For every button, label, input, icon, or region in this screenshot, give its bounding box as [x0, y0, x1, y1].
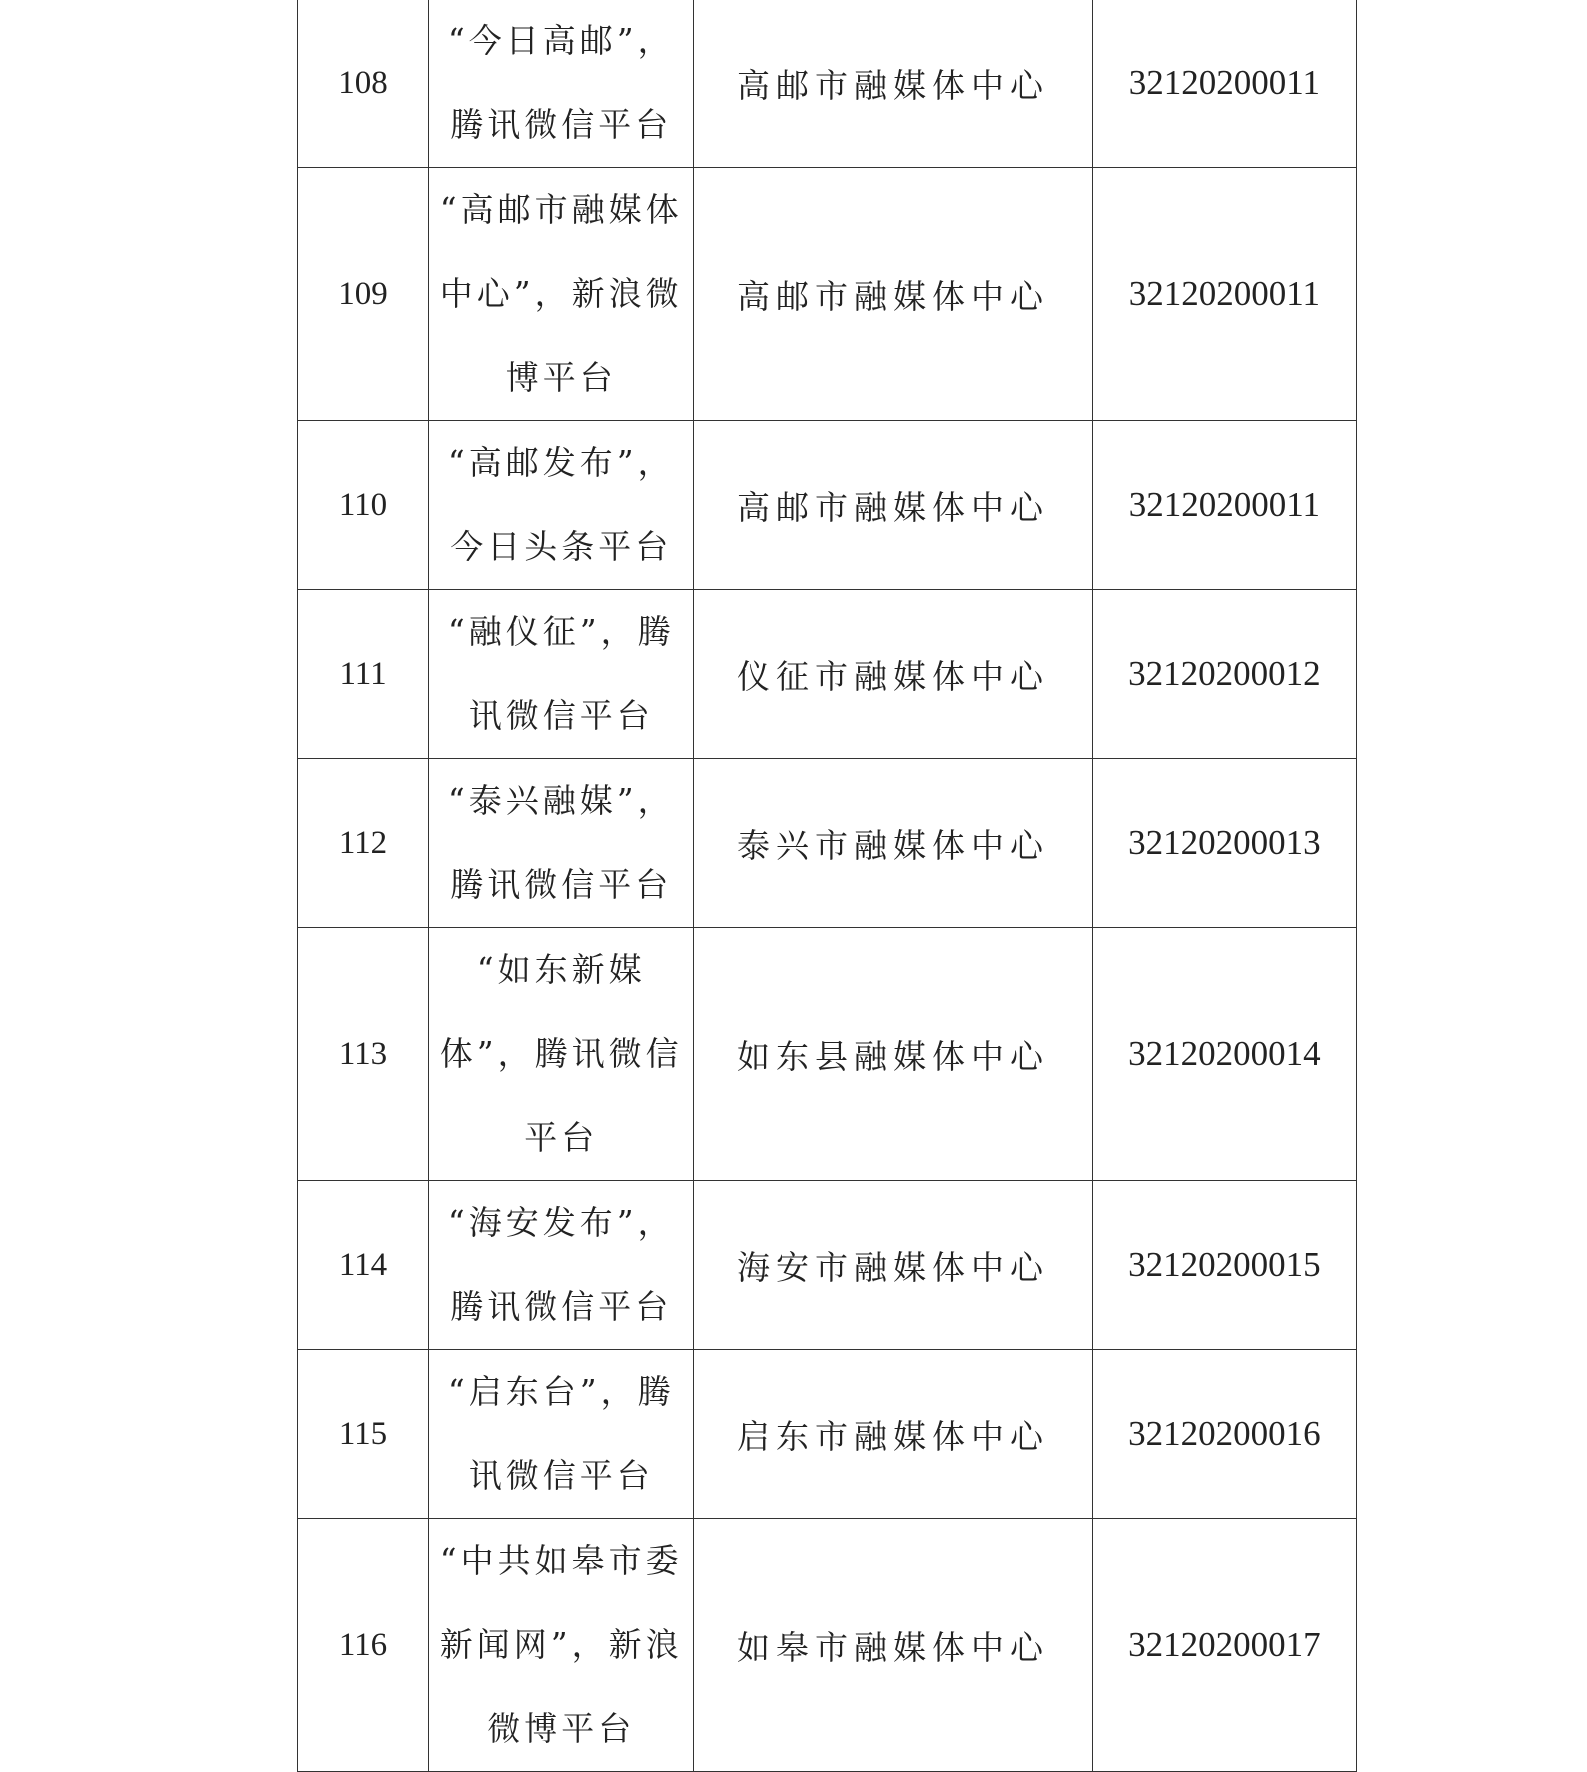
- organization-code: 32120200013: [1092, 759, 1356, 928]
- organization-name: 启东市融媒体中心: [694, 1350, 1092, 1519]
- table-row: [298, 1519, 1357, 1772]
- row-number: 109: [298, 168, 429, 421]
- table-row: [298, 928, 1357, 1181]
- table-row: [298, 759, 1357, 928]
- organization-name: 高邮市融媒体中心: [694, 168, 1092, 421]
- table-row: [298, 590, 1357, 759]
- organization-code: 32120200016: [1092, 1350, 1356, 1519]
- organization-name: 高邮市融媒体中心: [694, 421, 1092, 590]
- organization-code: 32120200014: [1092, 928, 1356, 1181]
- platform-name: “高邮发布”，今日头条平台: [429, 421, 694, 590]
- platform-name: “启东台”，腾讯微信平台: [429, 1350, 694, 1519]
- organization-name: 海安市融媒体中心: [694, 1181, 1092, 1350]
- table-row: [298, 1350, 1357, 1519]
- row-number: 111: [298, 590, 429, 759]
- row-number: 115: [298, 1350, 429, 1519]
- organization-name: 仪征市融媒体中心: [694, 590, 1092, 759]
- row-number: 110: [298, 421, 429, 590]
- organization-code: 32120200017: [1092, 1519, 1356, 1772]
- row-number: 113: [298, 928, 429, 1181]
- organization-code: 32120200011: [1092, 421, 1356, 590]
- row-number: 112: [298, 759, 429, 928]
- table-row: [298, 0, 1357, 168]
- organization-name: 如东县融媒体中心: [694, 928, 1092, 1181]
- organization-name: 如皋市融媒体中心: [694, 1519, 1092, 1772]
- row-number: 108: [298, 0, 429, 168]
- platform-name: “今日高邮”，腾讯微信平台: [429, 0, 694, 168]
- organization-code: 32120200011: [1092, 168, 1356, 421]
- table-row: [298, 1181, 1357, 1350]
- platform-name: “泰兴融媒”，腾讯微信平台: [429, 759, 694, 928]
- organization-code: 32120200012: [1092, 590, 1356, 759]
- platform-name: “中共如皋市委新闻网”，新浪微博平台: [429, 1519, 694, 1772]
- platform-name: “如东新媒体”，腾讯微信平台: [429, 928, 694, 1181]
- table-row: [298, 168, 1357, 421]
- platform-name: “融仪征”，腾讯微信平台: [429, 590, 694, 759]
- table-row: [298, 421, 1357, 590]
- organization-name: 泰兴市融媒体中心: [694, 759, 1092, 928]
- organization-code: 32120200011: [1092, 0, 1356, 168]
- row-number: 116: [298, 1519, 429, 1772]
- row-number: 114: [298, 1181, 429, 1350]
- organization-name: 高邮市融媒体中心: [694, 0, 1092, 168]
- platform-name: “海安发布”，腾讯微信平台: [429, 1181, 694, 1350]
- platform-name: “高邮市融媒体中心”，新浪微博平台: [429, 168, 694, 421]
- platform-table: [297, 0, 1357, 1772]
- organization-code: 32120200015: [1092, 1181, 1356, 1350]
